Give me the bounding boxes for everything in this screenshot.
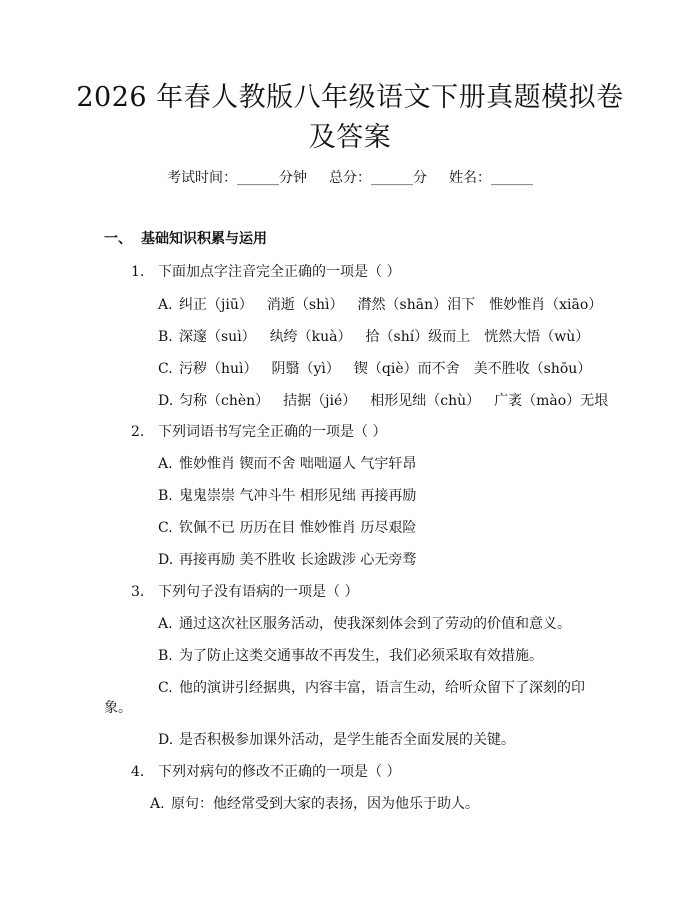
option-label: D. — [158, 393, 174, 409]
q2-option-a — [158, 454, 416, 474]
q4-option-a — [150, 794, 479, 814]
question-number: 2. — [131, 424, 145, 440]
option-item: 美不胜收（shōu） — [473, 361, 592, 377]
option-item: 拾（shí）级而上 — [365, 329, 471, 345]
page-title-line-2: 及答案 — [308, 122, 392, 153]
option-label: B. — [158, 648, 173, 664]
option-item: 潸然（shān）泪下 — [357, 297, 476, 313]
q1-option-b — [158, 327, 603, 347]
exam-meta — [0, 168, 700, 188]
option-text: 通过这次社区服务活动，使我深刻体会到了劳动的价值和意义。 — [179, 616, 571, 632]
option-label: C. — [158, 361, 173, 377]
page-title-line-1: 2026 年春人教版八年级语文下册真题模拟卷 — [76, 82, 624, 113]
option-label: A. — [150, 796, 165, 812]
q3-option-c — [158, 678, 585, 698]
q2-option-d — [158, 550, 416, 570]
exam-time: 考试时间：______分钟 — [167, 170, 307, 186]
option-item: 阴翳（yì） — [271, 361, 340, 377]
q1-option-c — [158, 359, 605, 379]
option-label: D. — [158, 552, 174, 568]
question-4 — [131, 762, 400, 782]
option-item: 锲（qiè）而不舍 — [353, 361, 460, 377]
option-item: 纨绔（kuà） — [269, 329, 352, 345]
section-number: 一、 — [104, 231, 132, 247]
option-text: 钦佩不已 历历在目 惟妙惟肖 历尽艰险 — [179, 520, 417, 536]
q1-option-a — [158, 295, 616, 315]
question-text: 下列词语书写完全正确的一项是（ ） — [158, 424, 387, 440]
option-label: C. — [158, 520, 173, 536]
question-text: 下面加点字注音完全正确的一项是（ ） — [158, 264, 401, 280]
option-item: 匀称（chèn） — [179, 393, 270, 409]
q1-option-d — [158, 391, 622, 411]
option-item: 纠正（jiū） — [179, 297, 253, 313]
option-item: 惟妙惟肖（xiāo） — [489, 297, 603, 313]
section-title: 基础知识积累与运用 — [141, 231, 267, 247]
q2-option-b — [158, 486, 416, 506]
option-text: 是否积极参加课外活动，是学生能否全面发展的关键。 — [179, 732, 515, 748]
exam-name: 姓名：______ — [449, 170, 533, 186]
option-text: 原句：他经常受到大家的表扬，因为他乐于助人。 — [171, 796, 479, 812]
q2-option-c — [158, 518, 416, 538]
option-label: D. — [158, 732, 174, 748]
option-item: 污秽（huì） — [179, 361, 258, 377]
option-item: 相形见绌（chù） — [370, 393, 481, 409]
option-item: 消逝（shì） — [266, 297, 344, 313]
question-3 — [131, 582, 358, 602]
q3-option-c-continuation: 象。 — [104, 700, 132, 716]
option-item: 恍然大悟（wù） — [484, 329, 590, 345]
option-item: 拮据（jié） — [283, 393, 357, 409]
option-label: C. — [158, 680, 173, 696]
question-number: 4. — [131, 764, 145, 780]
option-label: A. — [158, 616, 173, 632]
option-label: B. — [158, 329, 173, 345]
question-text: 下列对病句的修改不正确的一项是（ ） — [158, 764, 401, 780]
q3-option-b — [158, 646, 543, 666]
option-label: A. — [158, 456, 173, 472]
question-text: 下列句子没有语病的一项是（ ） — [158, 584, 359, 600]
exam-score: 总分：______分 — [329, 170, 427, 186]
question-number: 3. — [131, 584, 145, 600]
option-item: 深邃（suì） — [179, 329, 256, 345]
question-1 — [131, 262, 400, 282]
option-text: 惟妙惟肖 锲而不舍 咄咄逼人 气宇轩昂 — [179, 456, 417, 472]
option-label: A. — [158, 297, 173, 313]
option-text: 鬼鬼崇崇 气冲斗牛 相形见绌 再接再励 — [179, 488, 417, 504]
q3-option-d — [158, 730, 515, 750]
option-text: 为了防止这类交通事故不再发生，我们必须采取有效措施。 — [179, 648, 543, 664]
option-text: 他的演讲引经据典，内容丰富，语言生动，给听众留下了深刻的印 — [179, 680, 585, 696]
question-number: 1. — [131, 264, 145, 280]
q3-option-a — [158, 614, 571, 634]
option-label: B. — [158, 488, 173, 504]
question-2 — [131, 422, 386, 442]
section-heading — [104, 229, 267, 249]
option-item: 广袤（mào）无垠 — [494, 393, 609, 409]
option-text: 再接再励 美不胜收 长途跋涉 心无旁骛 — [179, 552, 417, 568]
